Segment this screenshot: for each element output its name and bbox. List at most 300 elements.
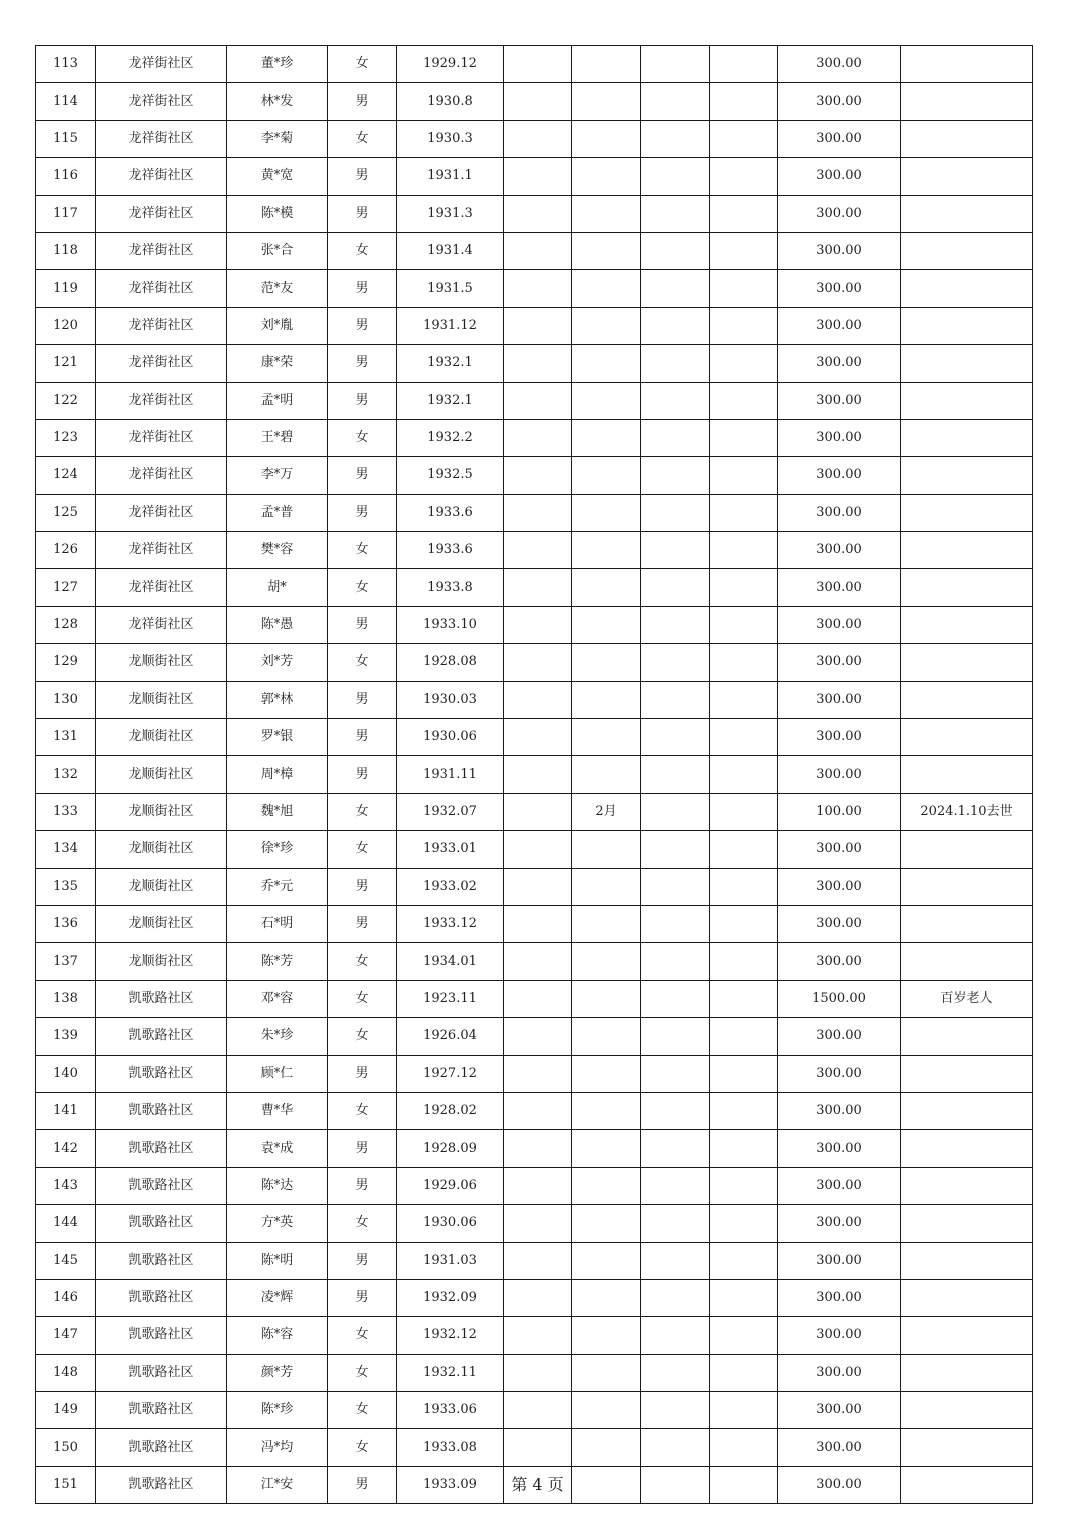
community-cell: 凯歌路社区 [96,1279,227,1316]
amount-cell: 300.00 [778,382,901,419]
gender-cell: 女 [328,1392,397,1429]
amount-cell: 300.00 [778,1092,901,1129]
blank-cell [710,532,778,569]
blank-cell [710,270,778,307]
community-cell: 龙祥街社区 [96,83,227,120]
blank-cell [641,1167,710,1204]
gender-cell: 男 [328,606,397,643]
gender-cell: 男 [328,1279,397,1316]
note-cell [901,494,1033,531]
amount-cell: 300.00 [778,232,901,269]
table-row [36,120,1033,157]
row-number-cell: 138 [36,980,96,1017]
community-cell: 龙顺街社区 [96,868,227,905]
note-cell [901,681,1033,718]
name-cell: 顾*仁 [227,1055,328,1092]
month-cell [572,1392,641,1429]
row-number-cell: 137 [36,943,96,980]
table-row [36,1018,1033,1055]
table-row [36,943,1033,980]
community-cell: 龙祥街社区 [96,606,227,643]
month-cell [572,457,641,494]
month-cell: 2月 [572,793,641,830]
blank-cell [641,719,710,756]
amount-cell: 300.00 [778,569,901,606]
month-cell [572,494,641,531]
page-number: 第 4 页 [511,1475,564,1494]
amount-cell: 300.00 [778,719,901,756]
subsidy-table [35,45,1033,1504]
gender-cell: 男 [328,345,397,382]
month-cell [572,569,641,606]
blank-cell [710,793,778,830]
community-cell: 凯歌路社区 [96,1354,227,1391]
month-cell [572,943,641,980]
birth-date-cell: 1929.12 [397,46,504,83]
row-number-cell: 113 [36,46,96,83]
birth-date-cell: 1932.11 [397,1354,504,1391]
birth-date-cell: 1931.4 [397,232,504,269]
month-cell [572,606,641,643]
name-cell: 罗*银 [227,719,328,756]
amount-cell: 300.00 [778,345,901,382]
blank-cell [504,681,572,718]
note-cell [901,83,1033,120]
blank-cell [504,644,572,681]
blank-cell [710,307,778,344]
name-cell: 李*万 [227,457,328,494]
month-cell [572,756,641,793]
table-row [36,1392,1033,1429]
birth-date-cell: 1930.3 [397,120,504,157]
note-cell [901,419,1033,456]
name-cell: 董*珍 [227,46,328,83]
table-row [36,1055,1033,1092]
birth-date-cell: 1931.03 [397,1242,504,1279]
table-row [36,1317,1033,1354]
blank-cell [641,1130,710,1167]
name-cell: 陈*芳 [227,943,328,980]
blank-cell [641,644,710,681]
community-cell: 龙顺街社区 [96,681,227,718]
note-cell [901,943,1033,980]
row-number-cell: 136 [36,905,96,942]
month-cell [572,831,641,868]
row-number-cell: 123 [36,419,96,456]
table-row [36,532,1033,569]
name-cell: 颜*芳 [227,1354,328,1391]
blank-cell [504,158,572,195]
table-row [36,382,1033,419]
blank-cell [504,1279,572,1316]
amount-cell: 300.00 [778,1279,901,1316]
blank-cell [710,831,778,868]
row-number-cell: 119 [36,270,96,307]
table-row [36,195,1033,232]
community-cell: 龙祥街社区 [96,270,227,307]
gender-cell: 女 [328,1018,397,1055]
row-number-cell: 126 [36,532,96,569]
amount-cell: 300.00 [778,83,901,120]
table-row [36,1167,1033,1204]
community-cell: 凯歌路社区 [96,980,227,1017]
birth-date-cell: 1930.06 [397,1205,504,1242]
birth-date-cell: 1931.3 [397,195,504,232]
community-cell: 凯歌路社区 [96,1130,227,1167]
blank-cell [504,1354,572,1391]
row-number-cell: 142 [36,1130,96,1167]
blank-cell [504,1429,572,1466]
blank-cell [504,83,572,120]
blank-cell [641,120,710,157]
blank-cell [504,457,572,494]
community-cell: 龙祥街社区 [96,307,227,344]
month-cell [572,681,641,718]
community-cell: 龙祥街社区 [96,158,227,195]
name-cell: 范*友 [227,270,328,307]
gender-cell: 男 [328,868,397,905]
amount-cell: 300.00 [778,1317,901,1354]
gender-cell: 女 [328,46,397,83]
blank-cell [504,1317,572,1354]
row-number-cell: 147 [36,1317,96,1354]
note-cell [901,1018,1033,1055]
month-cell [572,46,641,83]
amount-cell: 300.00 [778,120,901,157]
blank-cell [504,494,572,531]
note-cell [901,46,1033,83]
blank-cell [504,1092,572,1129]
row-number-cell: 128 [36,606,96,643]
table-row [36,1429,1033,1466]
name-cell: 陈*明 [227,1242,328,1279]
gender-cell: 女 [328,1205,397,1242]
blank-cell [710,232,778,269]
blank-cell [504,1130,572,1167]
row-number-cell: 122 [36,382,96,419]
birth-date-cell: 1923.11 [397,980,504,1017]
table-row [36,719,1033,756]
birth-date-cell: 1930.8 [397,83,504,120]
row-number-cell: 134 [36,831,96,868]
table-row [36,681,1033,718]
month-cell [572,1242,641,1279]
birth-date-cell: 1930.06 [397,719,504,756]
birth-date-cell: 1931.12 [397,307,504,344]
gender-cell: 男 [328,1242,397,1279]
gender-cell: 女 [328,419,397,456]
blank-cell [504,270,572,307]
gender-cell: 男 [328,1466,397,1503]
month-cell [572,1018,641,1055]
amount-cell: 300.00 [778,1130,901,1167]
gender-cell: 男 [328,719,397,756]
gender-cell: 男 [328,681,397,718]
name-cell: 徐*珍 [227,831,328,868]
blank-cell [710,1167,778,1204]
community-cell: 龙顺街社区 [96,905,227,942]
blank-cell [504,868,572,905]
blank-cell [710,868,778,905]
birth-date-cell: 1932.1 [397,345,504,382]
blank-cell [504,46,572,83]
month-cell [572,868,641,905]
row-number-cell: 127 [36,569,96,606]
birth-date-cell: 1932.12 [397,1317,504,1354]
table-row [36,980,1033,1017]
month-cell [572,1279,641,1316]
community-cell: 龙祥街社区 [96,457,227,494]
blank-cell [710,1392,778,1429]
note-cell [901,1242,1033,1279]
amount-cell: 300.00 [778,158,901,195]
note-cell [901,905,1033,942]
name-cell: 黄*宽 [227,158,328,195]
blank-cell [504,831,572,868]
blank-cell [641,569,710,606]
gender-cell: 女 [328,943,397,980]
amount-cell: 300.00 [778,195,901,232]
amount-cell: 300.00 [778,1167,901,1204]
community-cell: 凯歌路社区 [96,1429,227,1466]
blank-cell [710,494,778,531]
amount-cell: 300.00 [778,270,901,307]
blank-cell [710,1205,778,1242]
note-cell [901,606,1033,643]
community-cell: 龙祥街社区 [96,46,227,83]
gender-cell: 男 [328,1055,397,1092]
birth-date-cell: 1931.1 [397,158,504,195]
blank-cell [710,46,778,83]
blank-cell [641,980,710,1017]
row-number-cell: 131 [36,719,96,756]
row-number-cell: 149 [36,1392,96,1429]
table-row [36,1092,1033,1129]
name-cell: 孟*明 [227,382,328,419]
blank-cell [641,1205,710,1242]
blank-cell [710,569,778,606]
community-cell: 龙祥街社区 [96,569,227,606]
row-number-cell: 125 [36,494,96,531]
blank-cell [710,1092,778,1129]
blank-cell [504,793,572,830]
month-cell [572,1092,641,1129]
birth-date-cell: 1933.09 [397,1466,504,1503]
gender-cell: 女 [328,120,397,157]
name-cell: 周*樟 [227,756,328,793]
gender-cell: 男 [328,457,397,494]
community-cell: 龙祥街社区 [96,195,227,232]
blank-cell [504,1205,572,1242]
month-cell [572,419,641,456]
note-cell [901,569,1033,606]
community-cell: 凯歌路社区 [96,1092,227,1129]
month-cell [572,120,641,157]
community-cell: 龙顺街社区 [96,756,227,793]
table-row [36,158,1033,195]
blank-cell [641,681,710,718]
community-cell: 龙顺街社区 [96,831,227,868]
blank-cell [641,457,710,494]
amount-cell: 300.00 [778,457,901,494]
blank-cell [710,681,778,718]
amount-cell: 300.00 [778,419,901,456]
note-cell [901,270,1033,307]
note-cell [901,868,1033,905]
amount-cell: 300.00 [778,1205,901,1242]
blank-cell [504,1055,572,1092]
blank-cell [504,345,572,382]
amount-cell: 300.00 [778,644,901,681]
birth-date-cell: 1932.09 [397,1279,504,1316]
table-row [36,46,1033,83]
name-cell: 刘*胤 [227,307,328,344]
note-cell [901,307,1033,344]
table-row [36,868,1033,905]
gender-cell: 女 [328,1317,397,1354]
row-number-cell: 129 [36,644,96,681]
blank-cell [641,158,710,195]
blank-cell [641,494,710,531]
name-cell: 樊*容 [227,532,328,569]
row-number-cell: 146 [36,1279,96,1316]
amount-cell: 300.00 [778,831,901,868]
community-cell: 龙祥街社区 [96,120,227,157]
blank-cell [710,756,778,793]
blank-cell [641,307,710,344]
amount-cell: 300.00 [778,1466,901,1503]
gender-cell: 女 [328,793,397,830]
gender-cell: 男 [328,756,397,793]
blank-cell [710,120,778,157]
birth-date-cell: 1933.10 [397,606,504,643]
amount-cell: 300.00 [778,606,901,643]
name-cell: 孟*普 [227,494,328,531]
amount-cell: 300.00 [778,1055,901,1092]
name-cell: 陈*愚 [227,606,328,643]
blank-cell [710,1018,778,1055]
blank-cell [641,46,710,83]
gender-cell: 女 [328,980,397,1017]
blank-cell [641,195,710,232]
name-cell: 胡* [227,569,328,606]
birth-date-cell: 1933.08 [397,1429,504,1466]
table-row [36,1205,1033,1242]
note-cell [901,120,1033,157]
row-number-cell: 124 [36,457,96,494]
amount-cell: 300.00 [778,1429,901,1466]
birth-date-cell: 1928.08 [397,644,504,681]
month-cell [572,1055,641,1092]
birth-date-cell: 1931.5 [397,270,504,307]
blank-cell [641,1317,710,1354]
community-cell: 龙祥街社区 [96,494,227,531]
blank-cell [641,345,710,382]
blank-cell [504,1018,572,1055]
month-cell [572,158,641,195]
note-cell [901,1317,1033,1354]
blank-cell [641,382,710,419]
gender-cell: 男 [328,494,397,531]
blank-cell [641,1242,710,1279]
community-cell: 凯歌路社区 [96,1317,227,1354]
name-cell: 袁*成 [227,1130,328,1167]
blank-cell [641,1429,710,1466]
blank-cell [504,532,572,569]
birth-date-cell: 1934.01 [397,943,504,980]
note-cell: 2024.1.10去世 [901,793,1033,830]
blank-cell [504,606,572,643]
row-number-cell: 151 [36,1466,96,1503]
row-number-cell: 130 [36,681,96,718]
table-row [36,756,1033,793]
blank-cell [504,120,572,157]
row-number-cell: 120 [36,307,96,344]
note-cell [901,457,1033,494]
month-cell [572,1205,641,1242]
birth-date-cell: 1933.6 [397,532,504,569]
blank-cell [710,345,778,382]
blank-cell [710,1429,778,1466]
blank-cell [710,1317,778,1354]
row-number-cell: 148 [36,1354,96,1391]
note-cell [901,345,1033,382]
note-cell: 百岁老人 [901,980,1033,1017]
row-number-cell: 121 [36,345,96,382]
birth-date-cell: 1933.12 [397,905,504,942]
month-cell [572,644,641,681]
blank-cell [641,831,710,868]
blank-cell [710,980,778,1017]
blank-cell [710,419,778,456]
note-cell [901,532,1033,569]
row-number-cell: 145 [36,1242,96,1279]
blank-cell [641,232,710,269]
blank-cell [710,83,778,120]
amount-cell: 300.00 [778,756,901,793]
note-cell [901,158,1033,195]
community-cell: 凯歌路社区 [96,1167,227,1204]
community-cell: 凯歌路社区 [96,1466,227,1503]
name-cell: 邓*容 [227,980,328,1017]
blank-cell [504,943,572,980]
blank-cell [710,719,778,756]
name-cell: 朱*珍 [227,1018,328,1055]
note-cell [901,831,1033,868]
amount-cell: 300.00 [778,681,901,718]
community-cell: 凯歌路社区 [96,1242,227,1279]
note-cell [901,1429,1033,1466]
blank-cell [710,1279,778,1316]
table-row [36,905,1033,942]
row-number-cell: 144 [36,1205,96,1242]
note-cell [901,1130,1033,1167]
blank-cell [641,1055,710,1092]
name-cell: 李*菊 [227,120,328,157]
birth-date-cell: 1933.06 [397,1392,504,1429]
blank-cell [504,232,572,269]
gender-cell: 男 [328,270,397,307]
gender-cell: 男 [328,307,397,344]
amount-cell: 300.00 [778,307,901,344]
gender-cell: 女 [328,831,397,868]
gender-cell: 女 [328,569,397,606]
community-cell: 龙祥街社区 [96,232,227,269]
month-cell [572,905,641,942]
row-number-cell: 139 [36,1018,96,1055]
blank-cell [504,905,572,942]
amount-cell: 300.00 [778,1354,901,1391]
